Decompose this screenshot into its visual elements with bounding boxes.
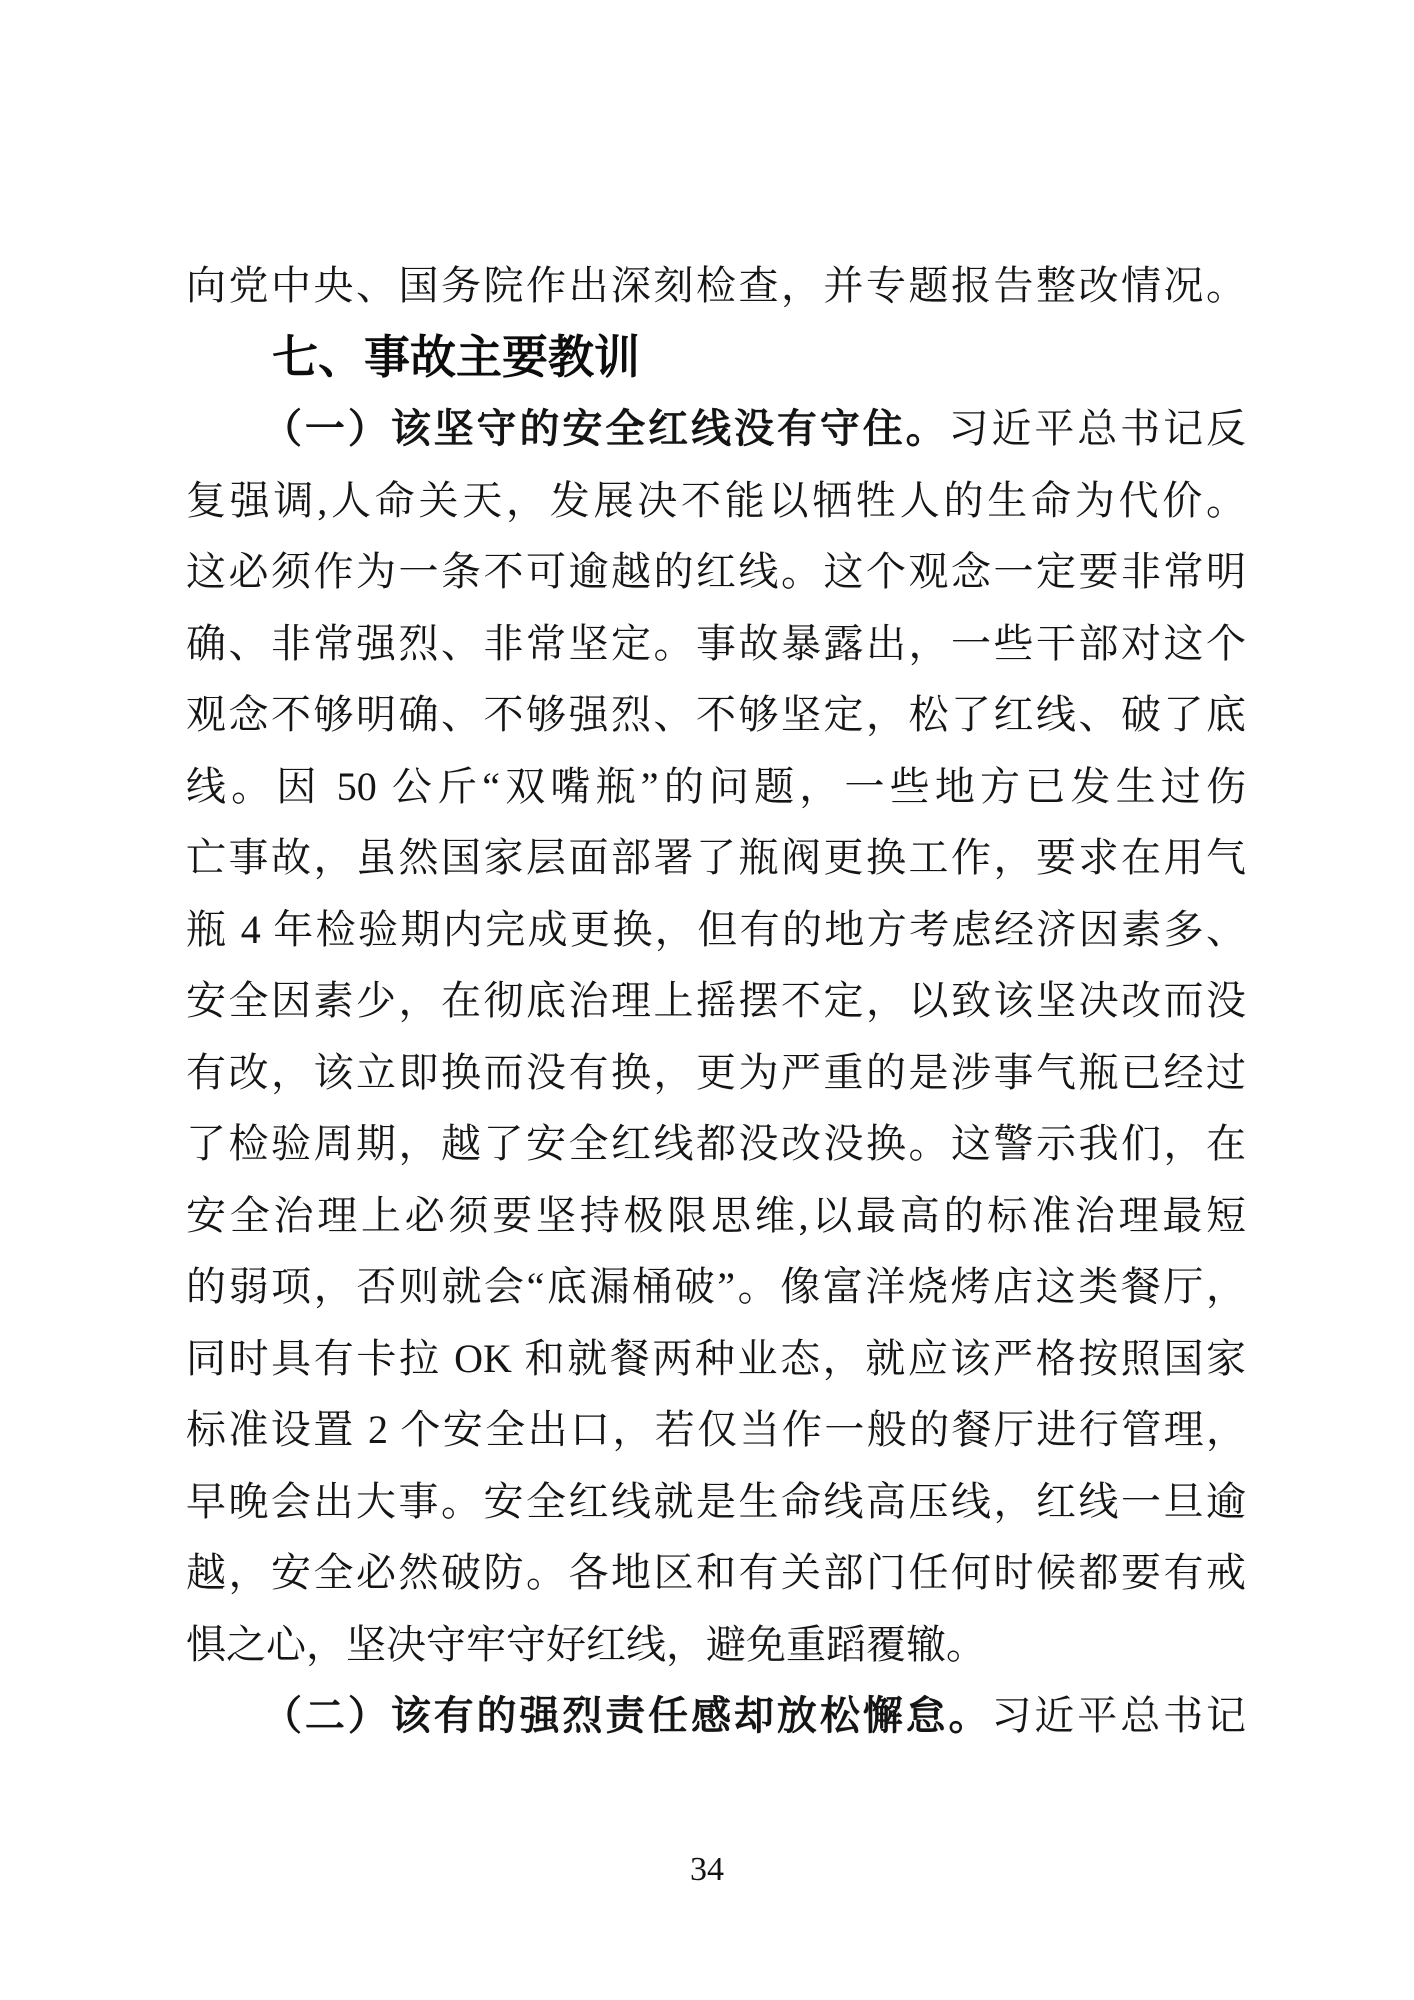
paragraph-line: 观念不够明确、不够强烈、不够坚定，松了红线、破了底 <box>186 692 1246 737</box>
page-number: 34 <box>690 1851 724 1888</box>
paragraph-line: 了检验周期，越了安全红线都没改没换。这警示我们，在 <box>186 1121 1246 1166</box>
paragraph-line: 的弱项，否则就会“底漏桶破”。像富洋烧烤店这类餐厅， <box>186 1264 1246 1309</box>
page-content <box>186 250 1246 1752</box>
paragraph-line: 同时具有卡拉 OK 和就餐两种业态，就应该严格按照国家 <box>186 1335 1246 1381</box>
paragraph-line: 有改，该立即换而没有换，更为严重的是涉事气瓶已经过 <box>186 1049 1246 1095</box>
paragraph-lead-bold: （二）该有的强烈责任感却放松懈怠。 <box>262 1693 992 1738</box>
paragraph-line: 复强调,人命关天，发展决不能以牺牲人的生命为代价。 <box>186 477 1246 523</box>
paragraph-line: 安全因素少，在彻底治理上摇摆不定，以致该坚决改而没 <box>186 978 1246 1023</box>
line-text: 习近平总书记 <box>991 1693 1247 1738</box>
paragraph-line: 瓶 4 年检验期内完成更换，但有的地方考虑经济因素多、 <box>186 906 1246 952</box>
paragraph-line: 线。因 50 公斤“双嘴瓶”的问题，一些地方已发生过伤 <box>186 763 1246 809</box>
paragraph-last-line: 惧之心，坚决守牢守好红线，避免重蹈覆辙。 <box>186 1621 986 1667</box>
paragraph-line <box>186 393 1246 465</box>
line-text: 习近平总书记反 <box>948 406 1247 451</box>
paragraph-line: 标准设置 2 个安全出口，若仅当作一般的餐厅进行管理， <box>186 1407 1246 1452</box>
paragraph-continuation-line: 向党中央、国务院作出深刻检查，并专题报告整改情况。 <box>186 263 1246 308</box>
paragraph-line: 越，安全必然破防。各地区和有关部门任何时候都要有戒 <box>186 1550 1246 1595</box>
paragraph-line <box>186 1680 1246 1752</box>
paragraph-line: 安全治理上必须要坚持极限思维,以最高的标准治理最短 <box>186 1192 1246 1238</box>
paragraph-line: 确、非常强烈、非常坚定。事故暴露出，一些干部对这个 <box>186 620 1246 666</box>
paragraph-line: 早晚会出大事。安全红线就是生命线高压线，红线一旦逾 <box>186 1478 1246 1524</box>
section-heading: 七、事故主要教训 <box>272 330 640 383</box>
paragraph-line: 这必须作为一条不可逾越的红线。这个观念一定要非常明 <box>186 549 1246 594</box>
paragraph-lead-bold: （一）该坚守的安全红线没有守住。 <box>262 406 949 451</box>
paragraph-line: 亡事故，虽然国家层面部署了瓶阀更换工作，要求在用气 <box>186 835 1246 880</box>
